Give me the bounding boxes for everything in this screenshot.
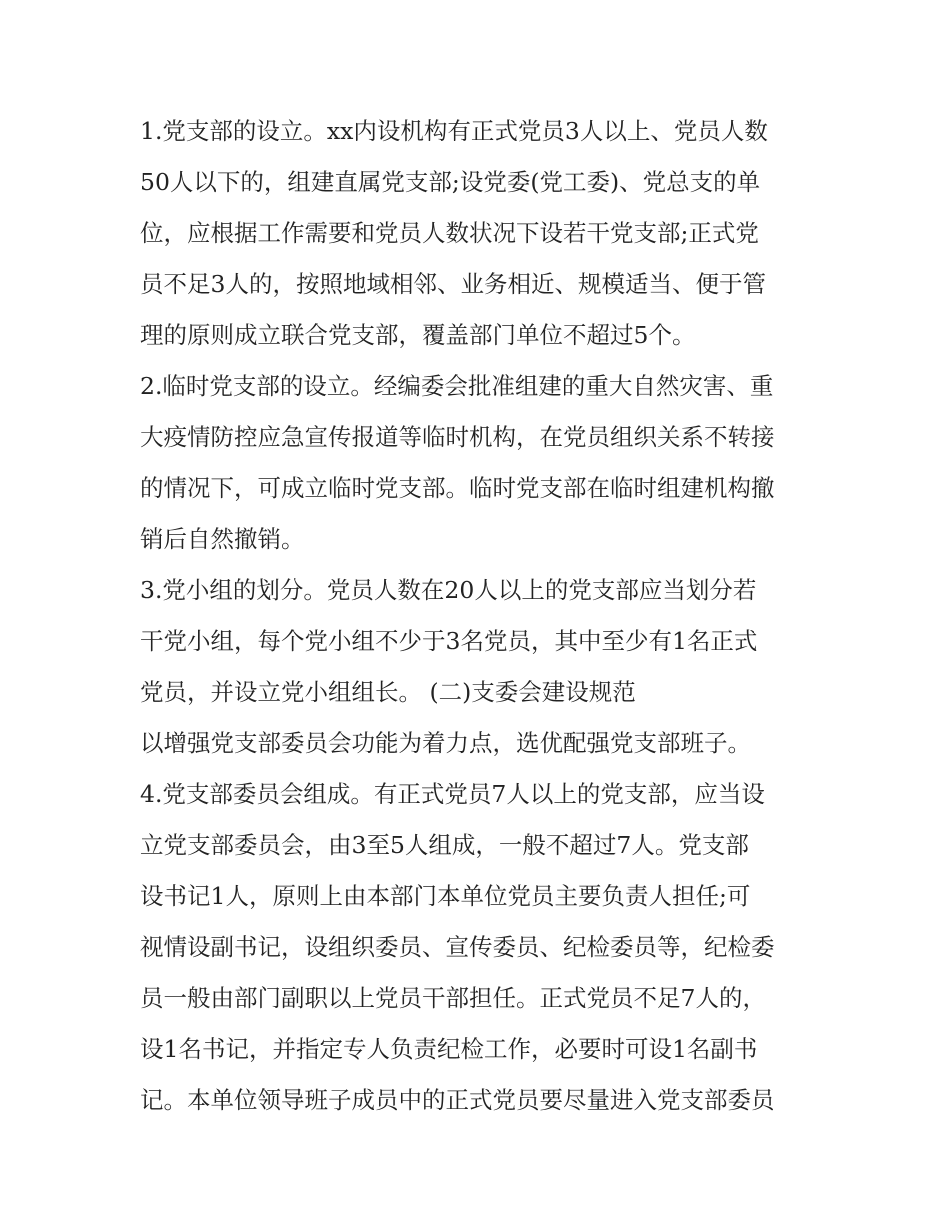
- text-line: 3.党小组的划分。党员人数在20人以上的党支部应当划分若: [140, 576, 757, 604]
- text-line: 党员，并设立党小组组长。 (二)支委会建设规范: [140, 678, 636, 706]
- text-line: 干党小组，每个党小组不少于3名党员，其中至少有1名正式: [140, 627, 758, 655]
- text-line: 设书记1人，原则上由本部门本单位党员主要负责人担任;可: [140, 882, 751, 910]
- text-line: 1.党支部的设立。xx内设机构有正式党员3人以上、党员人数: [140, 117, 768, 145]
- text-line: 以增强党支部委员会功能为着力点，选优配强党支部班子。: [140, 729, 751, 757]
- text-line: 记。本单位领导班子成员中的正式党员要尽量进入党支部委员: [140, 1086, 775, 1114]
- text-line: 销后自然撤销。: [140, 525, 305, 553]
- text-line: 员一般由部门副职以上党员干部担任。正式党员不足7人的，: [140, 984, 766, 1012]
- text-line: 员不足3人的，按照地域相邻、业务相近、规模适当、便于管: [140, 270, 766, 298]
- text-line: 立党支部委员会，由3至5人组成，一般不超过7人。党支部: [140, 831, 749, 859]
- text-line: 位，应根据工作需要和党员人数状况下设若干党支部;正式党: [140, 219, 759, 247]
- document-body: [140, 106, 840, 1126]
- text-line: 的情况下，可成立临时党支部。临时党支部在临时组建机构撤: [140, 474, 775, 502]
- text-line: 大疫情防控应急宣传报道等临时机构，在党员组织关系不转接: [140, 423, 775, 451]
- text-line: 设1名书记，并指定专人负责纪检工作，必要时可设1名副书: [140, 1035, 758, 1063]
- text-line: 2.临时党支部的设立。经编委会批准组建的重大自然灾害、重: [140, 372, 774, 400]
- text-line: 视情设副书记，设组织委员、宣传委员、纪检委员等，纪检委: [140, 933, 775, 961]
- text-line: 理的原则成立联合党支部，覆盖部门单位不超过5个。: [140, 321, 696, 349]
- text-line: 50人以下的，组建直属党支部;设党委(党工委)、党总支的单: [140, 168, 761, 196]
- text-line: 4.党支部委员会组成。有正式党员7人以上的党支部，应当设: [140, 780, 765, 808]
